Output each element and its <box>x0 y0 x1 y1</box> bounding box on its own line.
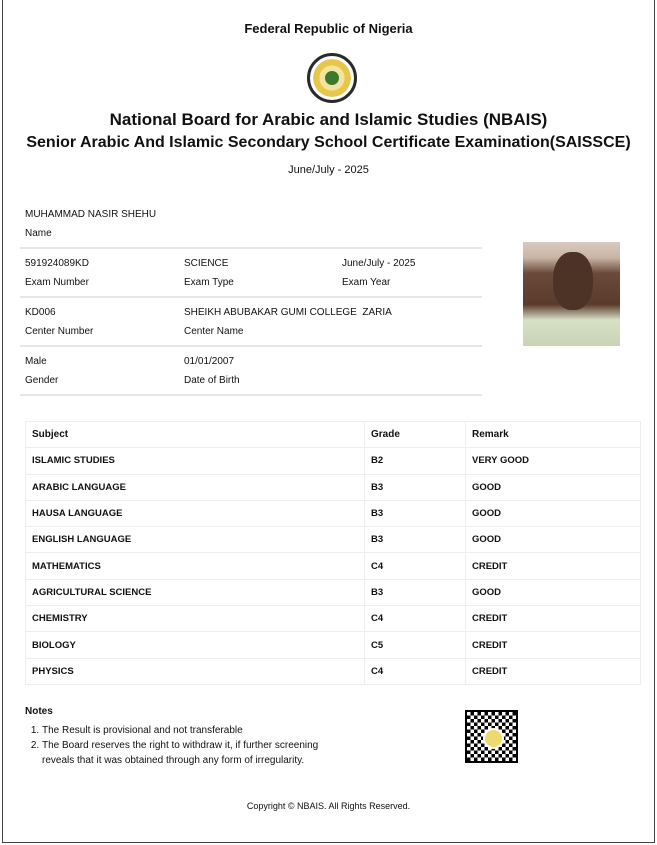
remark-cell: GOOD <box>466 500 641 526</box>
remark-cell: CREDIT <box>466 553 641 579</box>
board-title: National Board for Arabic and Islamic Studies (NBAIS) <box>109 110 548 129</box>
table-row <box>26 632 641 658</box>
header-remark: Remark <box>466 422 641 448</box>
exam-type-label: Exam Type <box>184 277 234 288</box>
subject-cell: ISLAMIC STUDIES <box>26 448 365 474</box>
subject-cell: CHEMISTRY <box>26 606 365 632</box>
note-item: 1. The Result is provisional and not transferable <box>42 723 342 738</box>
gender-label: Gender <box>25 375 59 386</box>
center-number-label: Center Number <box>25 326 94 337</box>
exam-year-value: June/July - 2025 <box>342 258 416 269</box>
remark-cell: GOOD <box>466 579 641 605</box>
candidate-info <box>20 200 482 396</box>
subject-cell: ENGLISH LANGUAGE <box>26 527 365 553</box>
copyright: Copyright © NBAIS. All Rights Reserved. <box>246 801 411 811</box>
nbais-logo <box>307 53 357 103</box>
subject-cell: AGRICULTURAL SCIENCE <box>26 579 365 605</box>
remark-cell: CREDIT <box>466 658 641 684</box>
grade-cell: C5 <box>365 632 466 658</box>
notes-title: Notes <box>25 706 53 717</box>
exam-number-value: 591924089KD <box>25 258 89 269</box>
exam-number-label: Exam Number <box>25 277 89 288</box>
results-table <box>25 421 641 685</box>
subject-cell: BIOLOGY <box>26 632 365 658</box>
grade-cell: B3 <box>365 474 466 500</box>
exam-year-label: Exam Year <box>342 277 391 288</box>
dob-label: Date of Birth <box>184 375 240 386</box>
remark-cell: GOOD <box>466 527 641 553</box>
note-item: 2. The Board reserves the right to withdraw it, if further screening reveals that it was obtained through any form of irregularity. <box>42 738 342 768</box>
center-number-value: KD006 <box>25 307 56 318</box>
table-row <box>26 474 641 500</box>
grade-cell: B3 <box>365 500 466 526</box>
subject-cell: PHYSICS <box>26 658 365 684</box>
remark-cell: GOOD <box>466 474 641 500</box>
grade-cell: C4 <box>365 553 466 579</box>
name-label: Name <box>25 228 52 239</box>
remark-cell: CREDIT <box>466 606 641 632</box>
notes-section <box>25 706 342 768</box>
table-row <box>26 579 641 605</box>
exam-title: Senior Arabic And Islamic Secondary School Certificate Examination(SAISSCE) <box>26 134 631 151</box>
table-row <box>26 500 641 526</box>
grade-cell: B3 <box>365 579 466 605</box>
remark-cell: VERY GOOD <box>466 448 641 474</box>
header-subject: Subject <box>26 422 365 448</box>
name-value: MUHAMMAD NASIR SHEHU <box>25 209 157 220</box>
dob-value: 01/01/2007 <box>184 356 235 367</box>
exam-type-value: SCIENCE <box>184 258 229 269</box>
exam-session: June/July - 2025 <box>288 164 369 176</box>
remark-cell: CREDIT <box>466 632 641 658</box>
table-header <box>26 422 641 448</box>
grade-cell: B2 <box>365 448 466 474</box>
grade-cell: C4 <box>365 606 466 632</box>
table-row <box>26 553 641 579</box>
gender-value: Male <box>25 356 47 367</box>
table-row <box>26 448 641 474</box>
candidate-photo <box>523 242 620 346</box>
table-row <box>26 527 641 553</box>
subject-cell: HAUSA LANGUAGE <box>26 500 365 526</box>
table-row <box>26 606 641 632</box>
center-name-label: Center Name <box>184 326 244 337</box>
qr-code <box>465 710 518 763</box>
table-row <box>26 658 641 684</box>
grade-cell: B3 <box>365 527 466 553</box>
subject-cell: MATHEMATICS <box>26 553 365 579</box>
subject-cell: ARABIC LANGUAGE <box>26 474 365 500</box>
center-name-value: SHEIKH ABUBAKAR GUMI COLLEGE ZARIA <box>184 307 392 318</box>
country-heading: Federal Republic of Nigeria <box>244 21 413 36</box>
header-grade: Grade <box>365 422 466 448</box>
grade-cell: C4 <box>365 658 466 684</box>
